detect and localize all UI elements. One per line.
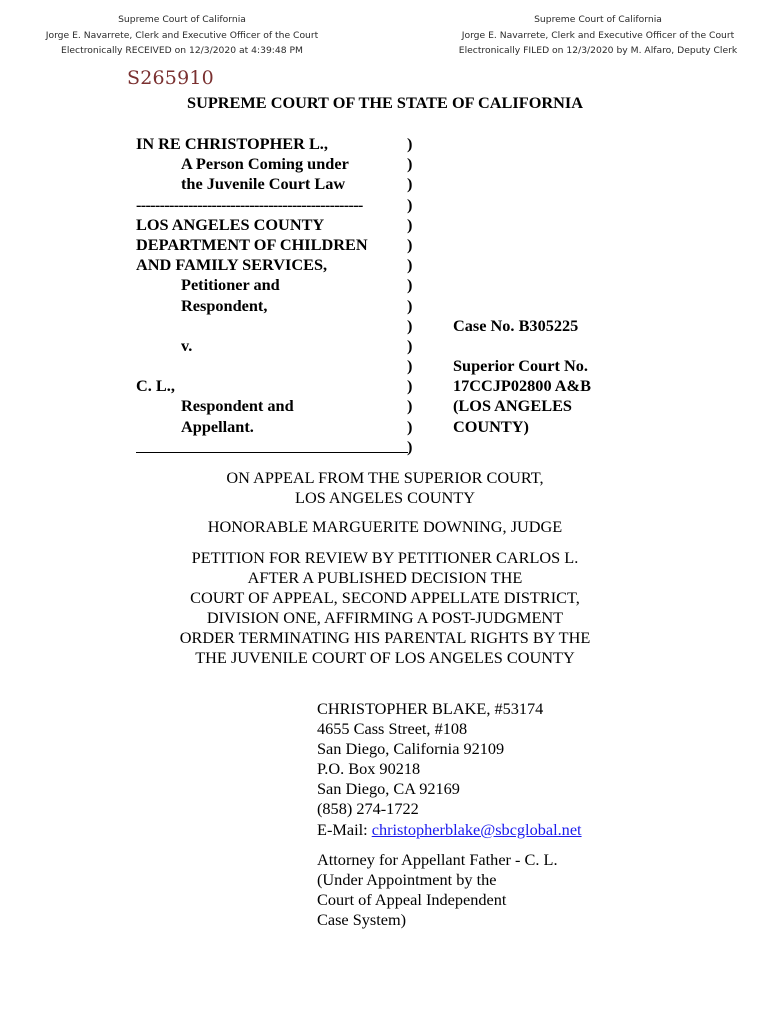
- caption-case-info: Superior Court No.: [453, 356, 588, 376]
- caption-row: [136, 154, 636, 174]
- caption-paren: ): [407, 194, 413, 214]
- stamp-line: Electronically RECEIVED on 12/3/2020 at 4:39:48 PM: [61, 45, 303, 56]
- caption-paren: ): [407, 436, 413, 456]
- attorney-line: San Diego, CA 92169: [317, 779, 460, 799]
- caption-paren: ): [407, 315, 413, 335]
- caption-paren: ): [407, 295, 413, 315]
- caption-row: [136, 296, 636, 316]
- stamp-line: Supreme Court of California: [534, 14, 662, 25]
- caption-row: [136, 376, 636, 396]
- caption-party-text: LOS ANGELES COUNTY: [136, 214, 325, 234]
- caption-row: [136, 235, 636, 255]
- caption-divider: ------------------------------------------------: [136, 194, 363, 214]
- stamp-line: Jorge E. Navarrete, Clerk and Executive Officer of the Court: [461, 29, 735, 41]
- attorney-line: San Diego, California 92109: [317, 739, 505, 759]
- supreme-court-case-number: S265910: [127, 67, 214, 89]
- caption-paren: ): [407, 376, 413, 396]
- role-line: (Under Appointment by the: [317, 870, 497, 890]
- caption-party-text: Petitioner and: [181, 275, 280, 295]
- caption-row: [136, 215, 636, 235]
- role-line: Attorney for Appellant Father - C. L.: [317, 850, 558, 869]
- caption-row: [136, 396, 636, 416]
- caption-row: [136, 417, 636, 437]
- caption-party-text: the Juvenile Court Law: [181, 174, 346, 194]
- stamp-line: Jorge E. Navarrete, Clerk and Executive Officer of the Court: [45, 29, 319, 41]
- filed-stamp: [448, 12, 748, 59]
- attorney-line: CHRISTOPHER BLAKE, #53174: [317, 699, 544, 718]
- caption-party-text: IN RE CHRISTOPHER L.,: [136, 134, 328, 153]
- appeal-line: ON APPEAL FROM THE SUPERIOR COURT,: [226, 468, 544, 487]
- caption-party-text: C. L.,: [136, 376, 175, 396]
- stamp-line: Electronically FILED on 12/3/2020 by M. Alfaro, Deputy Clerk: [458, 45, 738, 56]
- petition-line: DIVISION ONE, AFFIRMING A POST-JUDGMENT: [206, 608, 564, 628]
- email-link[interactable]: christopherblake@sbcglobal.net: [371, 819, 582, 839]
- judge-line-text: HONORABLE MARGUERITE DOWNING, JUDGE: [207, 517, 563, 536]
- caption-row: [136, 255, 636, 275]
- caption-paren: ): [407, 275, 413, 295]
- caption-party-text: Respondent and: [181, 396, 294, 416]
- judge-line: [0, 517, 770, 537]
- caption-row: [136, 195, 636, 215]
- caption-paren: ): [407, 255, 413, 275]
- caption-paren: ): [407, 335, 413, 355]
- received-stamp: [32, 12, 332, 59]
- role-line: Court of Appeal Independent: [317, 890, 507, 910]
- caption-row: [136, 336, 636, 356]
- role-line: Case System): [317, 910, 407, 930]
- court-title: SUPREME COURT OF THE STATE OF CALIFORNIA: [187, 93, 583, 112]
- caption-paren: ): [407, 134, 413, 153]
- caption-row: [136, 134, 636, 154]
- caption-paren: ): [407, 416, 413, 436]
- email-label: E-Mail:: [317, 819, 372, 839]
- attorney-line: (858) 274-1722: [317, 799, 419, 819]
- caption-party-text: AND FAMILY SERVICES,: [136, 255, 328, 275]
- petition-line: AFTER A PUBLISHED DECISION THE: [247, 568, 523, 588]
- caption-party-text: Appellant.: [181, 416, 254, 436]
- caption-party-text: DEPARTMENT OF CHILDREN: [136, 234, 368, 254]
- caption-paren: ): [407, 234, 413, 254]
- case-caption: [136, 134, 636, 457]
- caption-party-text: Respondent,: [181, 295, 268, 315]
- caption-row: [136, 174, 636, 194]
- caption-party-text: v.: [181, 335, 193, 355]
- stamp-line: Supreme Court of California: [118, 14, 246, 25]
- email-line: [317, 820, 582, 840]
- caption-row: [136, 316, 636, 336]
- caption-paren: ): [407, 214, 413, 234]
- caption-case-info: (LOS ANGELES: [453, 396, 572, 416]
- attorney-line: 4655 Cass Street, #108: [317, 719, 468, 739]
- caption-row: [136, 275, 636, 295]
- attorney-role: [317, 850, 558, 930]
- appeal-line: LOS ANGELES COUNTY: [295, 488, 475, 508]
- attorney-line: P.O. Box 90218: [317, 759, 421, 779]
- appeal-heading: [0, 468, 770, 508]
- caption-row: [136, 437, 636, 457]
- caption-case-info: Case No. B305225: [453, 315, 579, 335]
- attorney-block: [317, 699, 582, 840]
- caption-paren: ): [407, 174, 413, 194]
- caption-party-text: A Person Coming under: [181, 154, 349, 174]
- caption-rule: [136, 452, 408, 453]
- caption-case-info: COUNTY): [453, 416, 529, 436]
- caption-paren: ): [407, 154, 413, 174]
- petition-line: PETITION FOR REVIEW BY PETITIONER CARLOS L.: [191, 548, 579, 567]
- petition-title: [0, 548, 770, 669]
- petition-line: COURT OF APPEAL, SECOND APPELLATE DISTRICT,: [190, 588, 580, 608]
- caption-paren: ): [407, 356, 413, 376]
- caption-paren: ): [407, 396, 413, 416]
- petition-line: ORDER TERMINATING HIS PARENTAL RIGHTS BY THE: [179, 628, 591, 648]
- caption-case-info: 17CCJP02800 A&B: [453, 376, 591, 396]
- petition-line: THE JUVENILE COURT OF LOS ANGELES COUNTY: [195, 648, 575, 668]
- caption-row: [136, 356, 636, 376]
